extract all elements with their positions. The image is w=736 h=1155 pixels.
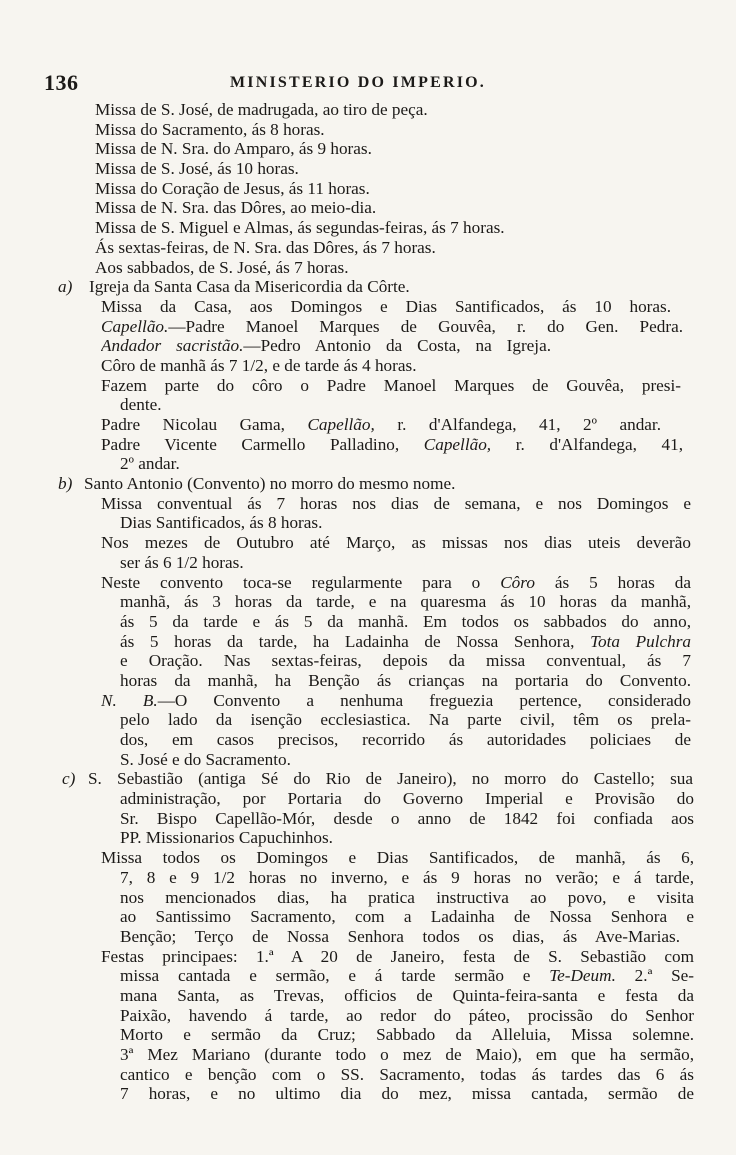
line-text: Missa do Coração de Jesus, ás 11 horas. <box>95 178 370 198</box>
line-content <box>101 376 681 396</box>
line-text: Missa de S. Miguel e Almas, ás segundas-feiras, ás 7 horas. <box>95 218 505 238</box>
line-content <box>101 297 671 317</box>
text-line <box>0 632 736 652</box>
line-content <box>120 513 322 533</box>
line-content <box>120 828 333 848</box>
text-line <box>0 592 736 612</box>
text-line <box>0 789 736 809</box>
section-marker: c) <box>62 769 76 789</box>
page-header <box>44 70 704 96</box>
line-text: Neste convento toca-se regularmente para o <box>101 572 481 592</box>
line-text: Côro de manhã ás 7 1/2, e de tarde ás 4 horas. <box>101 355 417 375</box>
line-content <box>95 218 505 238</box>
line-content <box>95 100 428 120</box>
line-text: 2º andar. <box>120 454 180 474</box>
text-line <box>0 1045 736 1065</box>
line-content <box>95 238 436 258</box>
line-content <box>120 966 694 986</box>
line-text: nos mencionados dias, ha pratica instructiva ao povo, e visita <box>120 887 694 907</box>
line-content <box>84 474 455 494</box>
line-text: Missa de S. José, de madrugada, ao tiro de peça. <box>95 100 428 119</box>
line-text: Aos sabbados, de S. José, ás 7 horas. <box>95 257 349 277</box>
body-text <box>0 100 736 1104</box>
line-text: Missa conventual ás 7 horas nos dias de semana, e nos Domingos e <box>101 493 691 513</box>
text-line <box>0 730 736 750</box>
text-line <box>0 277 736 297</box>
italic-text: Andador sacristão. <box>101 336 244 356</box>
line-content <box>120 789 694 809</box>
line-text: Paixão, havendo á tarde, ao redor do páteo, procissão do Senhor <box>120 1005 694 1025</box>
text-line <box>0 317 736 337</box>
text-line <box>0 179 736 199</box>
text-line <box>0 809 736 829</box>
line-text: Fazem parte do côro o Padre Manoel Marques de Gouvêa, presi- <box>101 375 681 395</box>
line-content <box>101 691 691 711</box>
text-line <box>0 750 736 770</box>
line-content <box>101 533 691 553</box>
text-line <box>0 513 736 533</box>
line-content <box>95 179 370 199</box>
line-content <box>120 750 291 770</box>
line-text: Festas principaes: 1.ª A 20 de Janeiro, festa de S. Sebastião com <box>101 946 694 966</box>
line-text: 2.ª Se- <box>634 966 694 986</box>
line-content <box>120 1025 694 1045</box>
italic-text: Côro <box>500 572 535 592</box>
line-text: 7, 8 e 9 1/2 horas no inverno, e ás 9 horas no verão; e á tarde, <box>120 867 694 887</box>
line-text: pelo lado da isenção ecclesiastica. Na parte civil, têm os prela- <box>120 710 691 730</box>
text-line <box>0 553 736 573</box>
line-text: r. d'Alfandega, 41, 2º andar. <box>397 415 661 434</box>
line-text: dos, em casos precisos, recorrido ás autoridades policiaes de <box>120 730 691 749</box>
text-line <box>0 238 736 258</box>
line-text: S. José e do Sacramento. <box>120 749 291 769</box>
line-content <box>101 435 683 455</box>
line-text: —Pedro Antonio da Costa, na Igreja. <box>243 336 551 356</box>
text-line <box>0 848 736 868</box>
italic-text: Capellão. <box>101 316 169 336</box>
line-text: administração, por Portaria do Governo Imperial e Provisão do <box>120 789 694 809</box>
line-content <box>95 258 349 278</box>
line-text: Missa de N. Sra. do Amparo, ás 9 horas. <box>95 139 372 159</box>
italic-text: Te-Deum. <box>549 966 616 986</box>
line-content <box>120 888 694 908</box>
line-text: 7 horas, e no ultimo dia do mez, missa cantada, sermão de <box>120 1084 694 1104</box>
text-line <box>0 1065 736 1085</box>
line-text: Padre Nicolau Gama, <box>101 415 285 434</box>
text-line <box>0 494 736 514</box>
line-content <box>120 730 691 750</box>
text-line <box>0 435 736 455</box>
line-content <box>120 553 244 573</box>
text-line <box>0 1025 736 1045</box>
line-text: Missa de S. José, ás 10 horas. <box>95 159 299 179</box>
line-text: Igreja da Santa Casa da Misericordia da Côrte. <box>89 277 410 297</box>
line-text: ser ás 6 1/2 horas. <box>120 552 244 572</box>
text-line <box>0 356 736 376</box>
line-text: Padre Vicente Carmello Palladino, <box>101 434 400 454</box>
line-text: e Oração. Nas sextas-feiras, depois da missa conventual, ás 7 <box>120 651 691 671</box>
text-line <box>0 651 736 671</box>
line-text: cantico e benção com o SS. Sacramento, todas ás tardes das 6 ás <box>120 1064 694 1084</box>
text-line <box>0 454 736 474</box>
page-number: 136 <box>44 70 79 95</box>
line-text: missa cantada e sermão, e á tarde sermão e <box>120 966 531 986</box>
text-line <box>0 710 736 730</box>
line-text: ás 5 horas da <box>554 572 691 592</box>
line-text: Morto e sermão da Cruz; Sabbado da Alleluia, Missa solemne. <box>120 1025 694 1045</box>
text-line <box>0 828 736 848</box>
text-line <box>0 376 736 396</box>
line-content <box>88 769 693 789</box>
line-content <box>120 671 691 691</box>
line-text: manhã, ás 3 horas da tarde, e na quaresma ás 10 horas da manhã, <box>120 592 691 612</box>
line-content <box>120 986 694 1006</box>
line-text: ao Santissimo Sacramento, com a Ladainha de Nossa Senhora e <box>120 907 694 927</box>
line-content <box>120 454 180 474</box>
text-line <box>0 966 736 986</box>
line-text: Sr. Bispo Capellão-Mór, desde o anno de 1842 foi confiada aos <box>120 808 694 828</box>
line-text: 3ª Mez Mariano (durante todo o mez de Maio), em que ha sermão, <box>120 1045 694 1064</box>
line-content <box>120 612 691 632</box>
line-content <box>120 632 691 652</box>
line-text: horas da manhã, ha Benção ás crianças na portaria do Convento. <box>120 670 691 690</box>
running-title: MINISTERIO DO IMPERIO. <box>230 74 486 91</box>
text-line <box>0 769 736 789</box>
text-line <box>0 888 736 908</box>
italic-text: Capellão, <box>423 434 492 454</box>
line-content <box>120 1045 694 1065</box>
text-line <box>0 395 736 415</box>
text-line <box>0 986 736 1006</box>
line-text: S. Sebastião (antiga Sé do Rio de Janeiro), no morro do Castello; sua <box>88 769 693 789</box>
line-content <box>101 494 691 514</box>
text-line <box>0 218 736 238</box>
line-text: —Padre Manoel Marques de Gouvêa, r. do Gen. Pedra. <box>168 316 683 336</box>
text-line <box>0 612 736 632</box>
line-content <box>120 1084 694 1104</box>
text-line <box>0 573 736 593</box>
line-content <box>101 573 691 593</box>
line-text: mana Santa, as Trevas, officios de Quinta-feira-santa e festa da <box>120 985 694 1005</box>
line-content <box>120 1065 694 1085</box>
text-line <box>0 100 736 120</box>
italic-text: N. B. <box>101 690 158 710</box>
line-text: ás 5 horas da tarde, ha Ladainha de Nossa Senhora, <box>120 631 575 651</box>
text-line <box>0 159 736 179</box>
line-content <box>120 395 162 415</box>
line-content <box>120 592 691 612</box>
line-text: Ás sextas-feiras, de N. Sra. das Dôres, ás 7 horas. <box>95 237 436 257</box>
line-content <box>120 809 694 829</box>
line-text: Missa da Casa, aos Domingos e Dias Santificados, ás 10 horas. <box>101 296 671 316</box>
line-content <box>120 710 691 730</box>
text-line <box>0 1006 736 1026</box>
text-line <box>0 927 736 947</box>
line-content <box>120 868 694 888</box>
italic-text: Capellão, <box>307 415 375 434</box>
line-text: dente. <box>120 395 162 415</box>
text-line <box>0 947 736 967</box>
line-content <box>101 848 694 868</box>
line-text: Missa do Sacramento, ás 8 horas. <box>95 119 325 139</box>
line-text: PP. Missionarios Capuchinhos. <box>120 828 333 848</box>
line-text: Santo Antonio (Convento) no morro do mesmo nome. <box>84 474 456 494</box>
text-line <box>0 533 736 553</box>
line-content <box>101 336 551 356</box>
text-line <box>0 1084 736 1104</box>
line-content <box>101 317 683 337</box>
text-line <box>0 120 736 140</box>
text-line <box>0 691 736 711</box>
line-content <box>95 198 376 218</box>
line-text: Missa de N. Sra. das Dôres, ao meio-dia. <box>95 198 377 218</box>
italic-text: Tota Pulchra <box>590 631 691 651</box>
text-line <box>0 415 736 435</box>
line-content <box>101 356 417 376</box>
text-line <box>0 258 736 278</box>
text-line <box>0 139 736 159</box>
text-line <box>0 868 736 888</box>
line-text: Nos mezes de Outubro até Março, as missas nos dias uteis deverão <box>101 533 691 553</box>
section-marker: b) <box>58 474 73 494</box>
line-content <box>95 159 299 179</box>
line-text: Missa todos os Domingos e Dias Santificados, de manhã, ás 6, <box>101 848 694 868</box>
line-content <box>101 415 661 435</box>
line-text: Dias Santificados, ás 8 horas. <box>120 513 323 533</box>
text-line <box>0 336 736 356</box>
line-content <box>89 277 410 297</box>
line-content <box>120 927 680 947</box>
line-text: ás 5 da tarde e ás 5 da manhã. Em todos os sabbados do anno, <box>120 611 691 631</box>
line-text: Benção; Terço de Nossa Senhora todos os dias, ás Ave-Marias. <box>120 926 680 946</box>
line-text: r. d'Alfandega, 41, <box>515 434 683 454</box>
line-content <box>95 139 372 159</box>
text-line <box>0 671 736 691</box>
line-content <box>120 1006 694 1026</box>
text-line <box>0 907 736 927</box>
text-line <box>0 198 736 218</box>
line-content <box>120 907 694 927</box>
section-marker: a) <box>58 277 73 297</box>
line-content <box>95 120 325 140</box>
text-line <box>0 474 736 494</box>
text-line <box>0 297 736 317</box>
line-text: —O Convento a nenhuma freguezia pertence, considerado <box>157 690 691 710</box>
line-content <box>120 651 691 671</box>
line-content <box>101 947 694 967</box>
